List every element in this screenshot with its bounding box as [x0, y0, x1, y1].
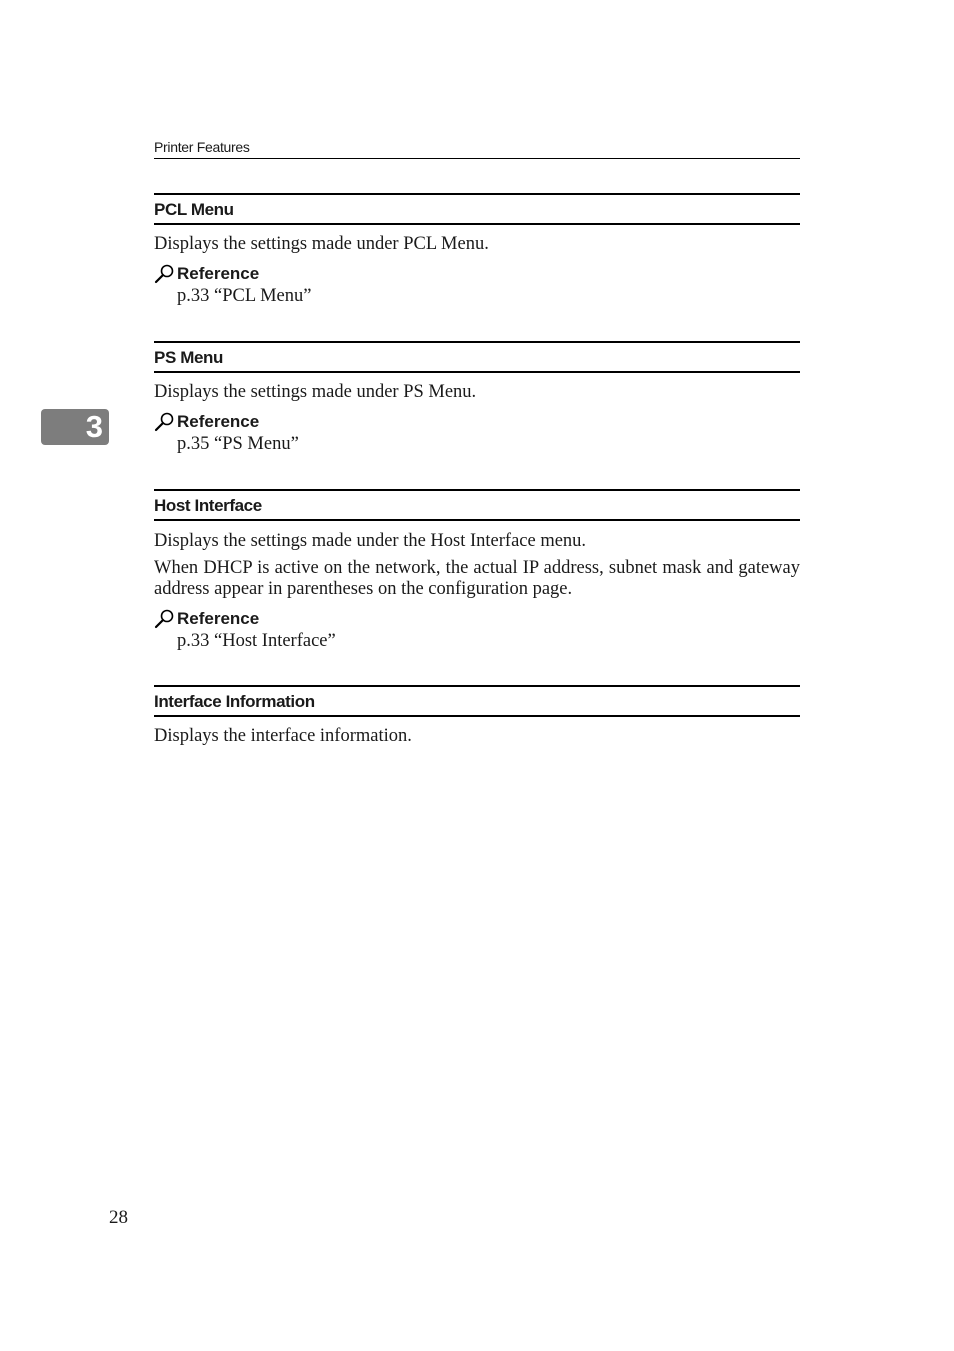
section-pcl-menu — [154, 193, 800, 308]
reference-heading — [154, 609, 800, 629]
section-host-interface — [154, 489, 800, 653]
section-heading: PS Menu — [154, 341, 800, 373]
reference-label: Reference — [177, 412, 260, 431]
paragraph: Displays the settings made under PCL Menu. — [154, 234, 489, 254]
reference-label: Reference — [177, 609, 260, 628]
magnifier-icon — [154, 412, 175, 432]
paragraph: Displays the settings made under PS Menu. — [154, 382, 477, 402]
reference-heading — [154, 264, 800, 284]
reference-block — [154, 264, 800, 308]
chapter-tab: 3 — [41, 409, 109, 445]
reference-label: Reference — [177, 264, 260, 283]
magnifier-icon — [154, 264, 175, 284]
paragraph: Displays the settings made under the Host Interface menu. — [154, 531, 587, 551]
reference-link[interactable]: p.33 “PCL Menu” — [177, 286, 312, 306]
reference-link[interactable]: p.33 “Host Interface” — [177, 631, 336, 651]
reference-heading — [154, 412, 800, 432]
running-header: Printer Features — [154, 139, 800, 159]
section-heading: Interface Information — [154, 685, 800, 717]
paragraph: Displays the interface information. — [154, 726, 412, 746]
section-interface-information — [154, 685, 800, 747]
section-ps-menu — [154, 341, 800, 456]
section-heading: PCL Menu — [154, 193, 800, 225]
page-number: 28 — [109, 1207, 128, 1228]
reference-block — [154, 609, 800, 653]
reference-link[interactable]: p.35 “PS Menu” — [177, 434, 299, 454]
section-heading: Host Interface — [154, 489, 800, 521]
magnifier-icon — [154, 609, 175, 629]
reference-block — [154, 412, 800, 456]
paragraph: When DHCP is active on the network, the actual IP address, subnet mask and gateway address appear in parentheses on the configuration page. — [154, 558, 800, 599]
